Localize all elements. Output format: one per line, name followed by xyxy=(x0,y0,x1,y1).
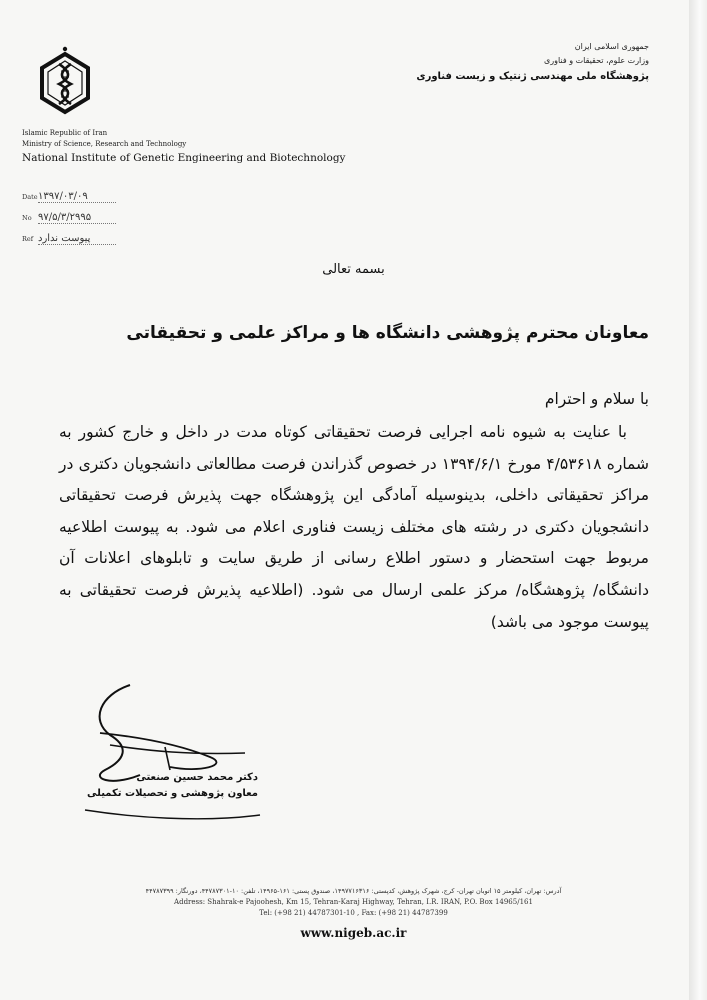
english-letterhead xyxy=(22,128,345,167)
letter-greeting: با سلام و احترام xyxy=(544,390,649,408)
address-fa: آدرس: تهران، کیلومتر ۱۵ اتوبان تهران- کرج، شهرک پژوهش، کدپستی: ۱۴۹۷۷۱۶۳۱۶، صندوق پستی: ۱۶۱-۱۴۹۶۵، تلفن: ۱۰-۴۴۷۸۷۳۰۱، دورنگار: ۴۴۷۸۷۳۹۹ xyxy=(145,887,562,895)
scan-edge xyxy=(689,0,707,1000)
number-label: No xyxy=(22,213,32,222)
letter-meta xyxy=(22,186,116,249)
date-row xyxy=(22,186,116,207)
date-label: Date xyxy=(22,192,38,201)
date-value: ۱۳۹۷/۰۳/۰۹ xyxy=(38,191,116,203)
country-name-en: Islamic Republic of Iran xyxy=(22,129,108,137)
phone-fax-en: Tel: (+98 21) 44787301-10 , Fax: (+98 21) 44787399 xyxy=(259,909,448,917)
number-row xyxy=(22,207,116,228)
address-en: Address: Shahrak-e Pajoohesh, Km 15, Tehran-Karaj Highway, Tehran, I.R. IRAN, P.O. Box 14965/161 xyxy=(174,898,533,906)
ref-value: پیوست ندارد xyxy=(38,233,116,245)
website-link[interactable]: www.nigeb.ac.ir xyxy=(300,926,407,940)
signer-name: دکتر محمد حسین صنعتی xyxy=(136,772,258,783)
body-paragraph: با عنایت به شیوه نامه اجرایی فرصت تحقیقاتی کوتاه مدت در داخل و خارج کشور به شماره ۴/۵۳۶۱۸ مورخ ۱۳۹۴/۶/۱ در خصوص گذراندن فرصت مطالعاتی دانشجویان دکتری در مراکز تحقیقاتی داخلی، بدینوسیله آمادگی این پژوهشگاه جهت پذیرش فرصت تحقیقاتی دانشجویان دکتری در رشته های مختلف زیست فناوری اعلام می شود. به پیوست اطلاعیه مربوط جهت استحضار و دستور اطلاع رسانی از طریق سایت و تابلوهای اعلانات آن دانشگاه/ پژوهشگاه/ مرکز علمی ارسال می شود. (اطلاعیه پذیرش فرصت تحقیقاتی به پیوست موجود می باشد) xyxy=(59,423,650,631)
country-name-fa: جمهوری اسلامی ایران xyxy=(574,42,649,51)
ministry-name-en: Ministry of Science, Research and Technology xyxy=(22,140,187,148)
signer-title: معاون پژوهشی و تحصیلات تکمیلی xyxy=(87,788,258,799)
letter-salutation: معاونان محترم پژوهشی دانشگاه ها و مراکز علمی و تحقیقاتی xyxy=(126,323,649,343)
basmala: بسمه تعالی xyxy=(322,262,385,277)
persian-letterhead xyxy=(416,40,649,86)
letter-footer xyxy=(0,886,707,944)
letter-body xyxy=(59,417,649,638)
institute-logo xyxy=(30,44,100,122)
institute-name-en: National Institute of Genetic Engineering and Biotechnology xyxy=(22,152,346,164)
ministry-name-fa: وزارت علوم، تحقیقات و فناوری xyxy=(544,56,649,65)
number-value: ۹۷/۵/۳/۲۹۹۵ xyxy=(38,212,116,224)
handwritten-signature xyxy=(70,675,270,825)
ref-label: Ref xyxy=(22,234,34,243)
ref-row xyxy=(22,228,116,249)
institute-name-fa: پژوهشگاه ملی مهندسی ژنتیک و زیست فناوری xyxy=(416,71,649,82)
signer-block xyxy=(78,770,258,802)
